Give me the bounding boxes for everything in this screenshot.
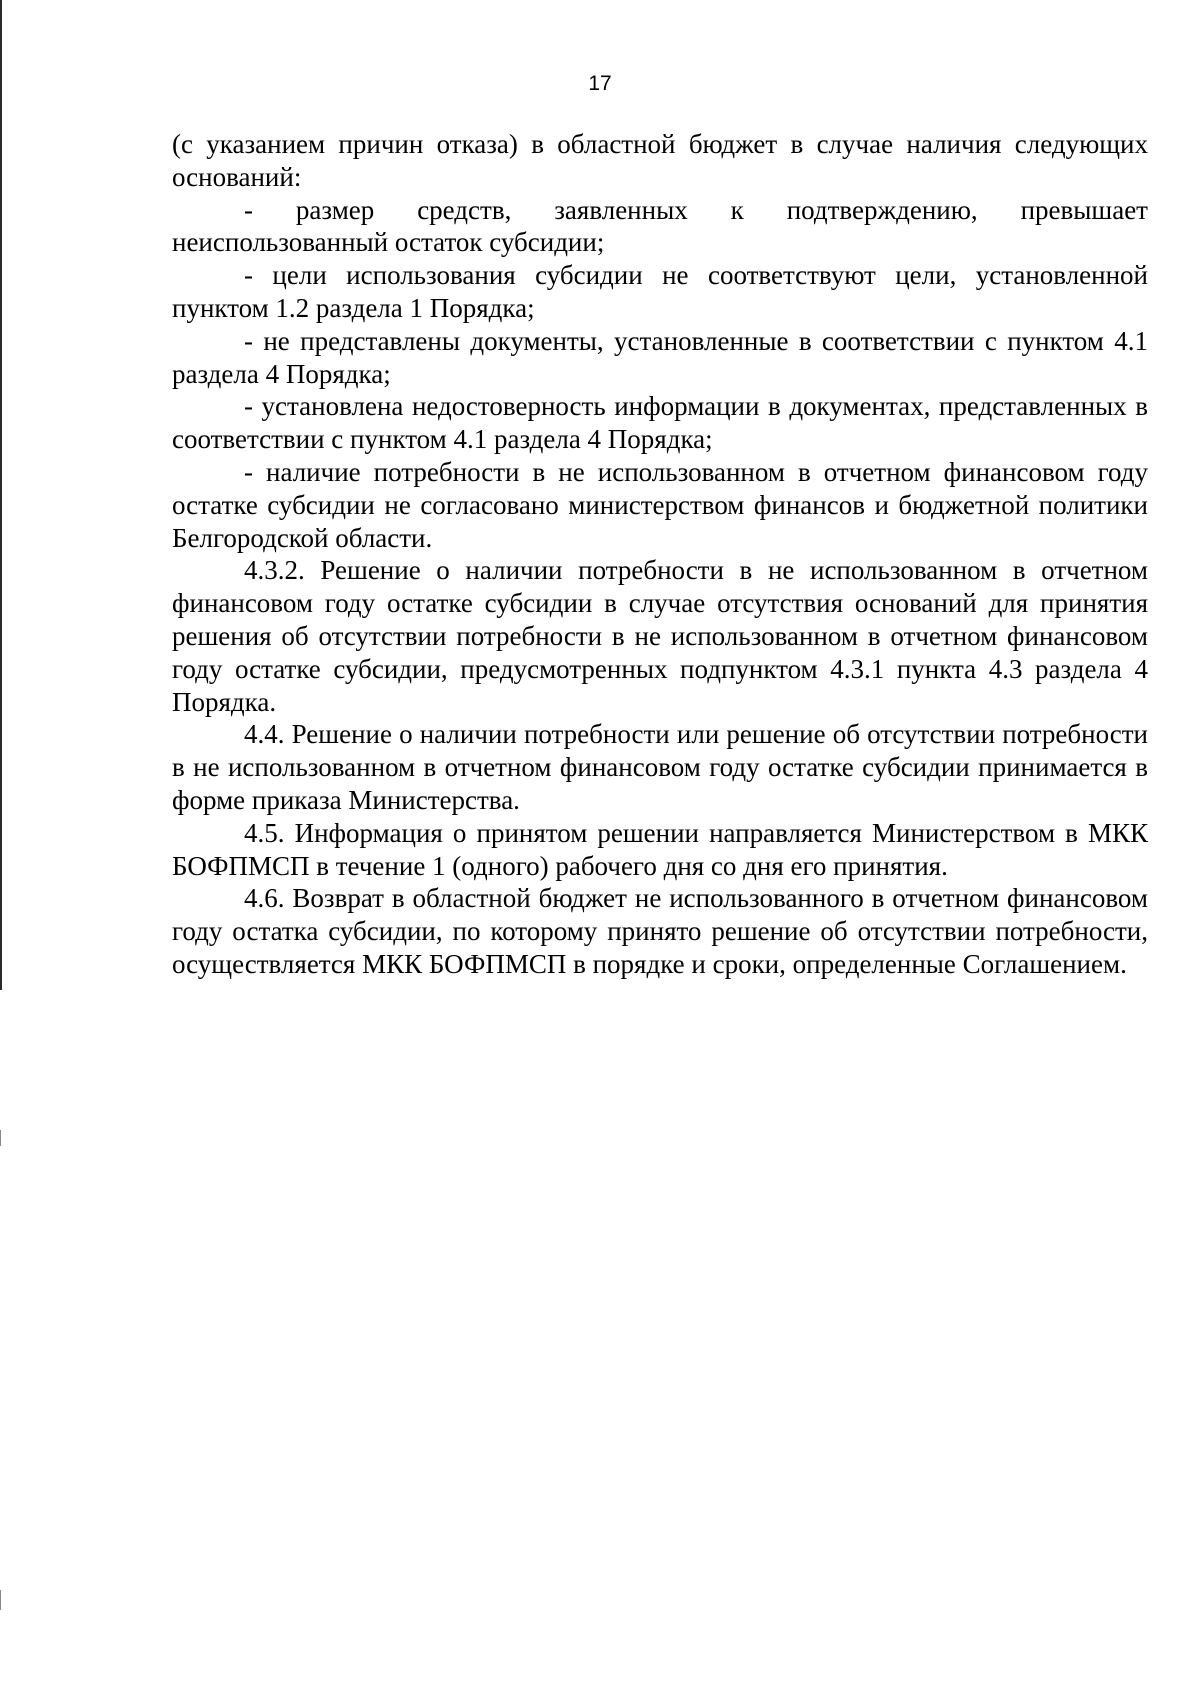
scan-edge [0, 1590, 1, 1610]
list-item: - цели использования субсидии не соответствуют цели, установленной пунктом 1.2 раздела 1 Порядка; [172, 260, 1148, 323]
list-item: - установлена недостоверность информации в документах, представленных в соответствии с пунктом 4.1 раздела 4 Порядка; [172, 391, 1148, 455]
paragraph-4-3-2: 4.3.2. Решение о наличии потребности в не использованном в отчетном финансовом году остатке субсидии в случае отсутствия оснований для принятия решения об отсутствии потребности в не использованном в отчетном финансовом году остатке субсидии, предусмотренных подпунктом 4.3.1 пункта 4.3 раздела 4 Порядка. [172, 555, 1148, 717]
document-body [172, 128, 1148, 981]
paragraph-4-5: 4.5. Информация о принятом решении направляется Министерством в МКК БОФПМСП в течение 1 (одного) рабочего дня со дня его принятия. [172, 817, 1148, 881]
page-number: 17 [588, 72, 612, 95]
list-item: - не представлены документы, установленные в соответствии с пунктом 4.1 раздела 4 Порядка; [172, 325, 1148, 389]
scan-edge [0, 1130, 1, 1146]
paragraph-4-4: 4.4. Решение о наличии потребности или решение об отсутствии потребности в не использованном в отчетном финансовом году остатке субсидии принимается в форме приказа Министерства. [172, 719, 1148, 815]
paragraph-4-6: 4.6. Возврат в областной бюджет не использованного в отчетном финансовом году остатка субсидии, по которому принято решение об отсутствии потребности, осуществляется МКК БОФПМСП в порядке и сроки, определенные Соглашением. [172, 883, 1148, 979]
list-item: - наличие потребности в не использованном в отчетном финансовом году остатке субсидии не согласовано министерством финансов и бюджетной политики Белгородской области. [172, 456, 1148, 553]
scan-edge [0, 0, 2, 990]
paragraph-continuation: (с указанием причин отказа) в областной бюджет в случае наличия следующих оснований: [172, 129, 1148, 192]
list-item: - размер средств, заявленных к подтверждению, превышает неиспользованный остаток субсидии; [172, 194, 1148, 258]
